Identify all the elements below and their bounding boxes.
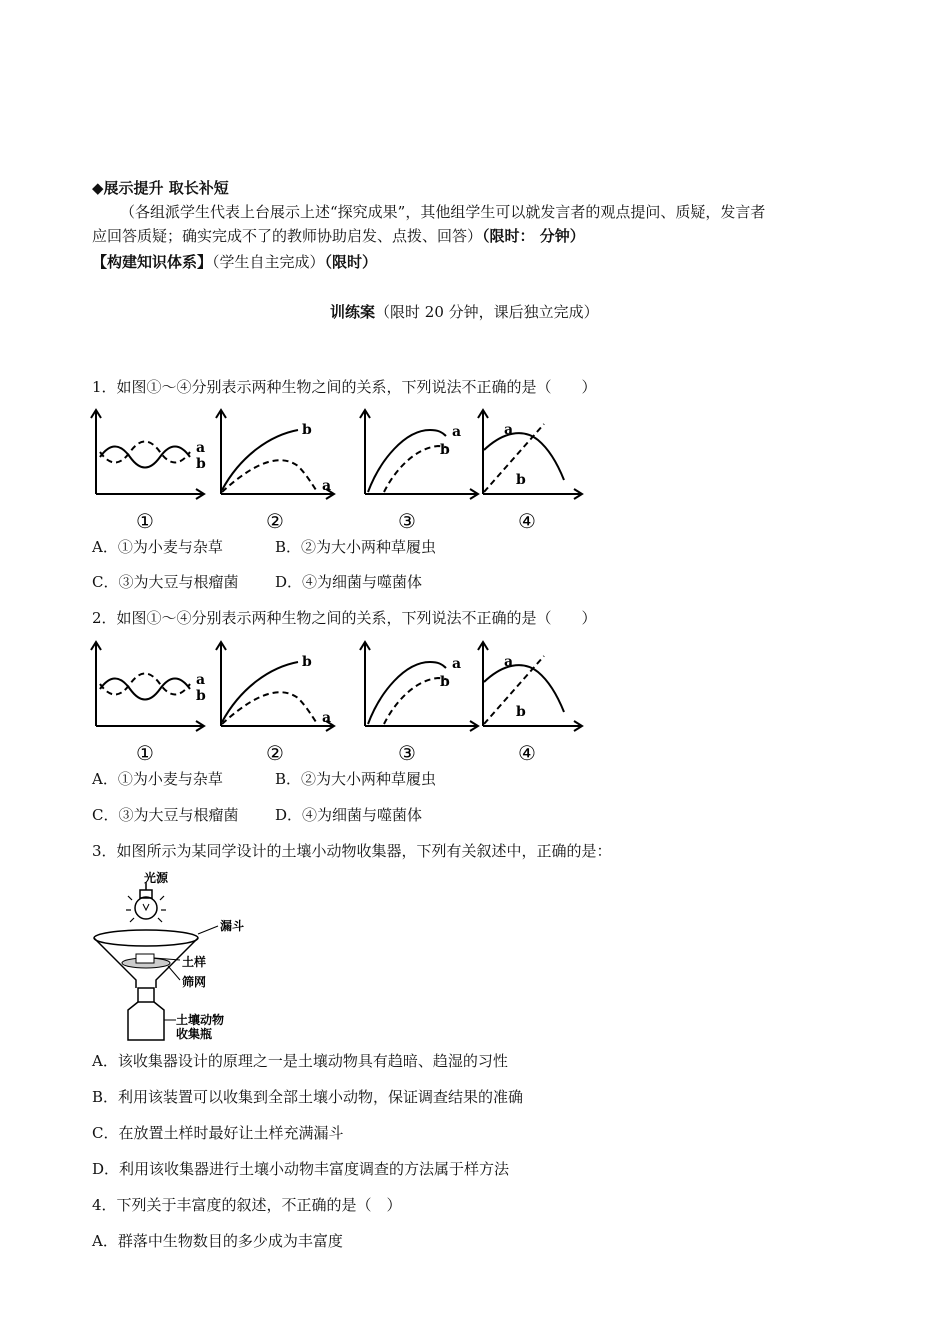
graph3-caption: ③ (398, 741, 416, 765)
show-paragraph-text: 应回答质疑；确实完成不了的教师协助启发、点拨、回答） (92, 227, 483, 245)
q2-option-d: D．④为细菌与噬菌体 (275, 806, 423, 824)
graph-2 (216, 410, 346, 533)
graph-4 (478, 410, 608, 533)
show-paragraph-line1: （各组派学生代表上台展示上述“探究成果”，其他组学生可以就发言者的观点提问、质疑，发言者 (120, 203, 766, 221)
graph1-label-a: a (196, 672, 206, 688)
q1-option-d: D．④为细菌与噬菌体 (275, 573, 423, 591)
label-bottle-line1: 土壤动物 (176, 1013, 225, 1027)
graph3-caption: ③ (398, 509, 416, 533)
graph1-label-a: a (196, 440, 206, 456)
q2-option-b: B．②为大小两种草履虫 (275, 770, 437, 788)
show-paragraph-line2 (92, 226, 585, 246)
label-light-source: 光源 (144, 871, 169, 885)
graph-3 (360, 410, 490, 533)
q3-option-d: D．利用该收集器进行土壤小动物丰富度调查的方法属于样方法 (92, 1160, 510, 1178)
graph1-caption: ① (136, 741, 154, 765)
graph-3 (360, 642, 490, 765)
q3-stem: 3．如图所示为某同学设计的土壤小动物收集器，下列有关叙述中，正确的是： (92, 842, 612, 860)
graph1-label-b: b (196, 688, 206, 704)
q3-option-b: B．利用该装置可以收集到全部土壤小动物，保证调查结果的准确 (92, 1088, 524, 1106)
graph3-label-a: a (452, 424, 462, 440)
graph3-label-b: b (440, 674, 450, 690)
graph2-caption: ② (266, 741, 284, 765)
collection-bottle-icon (128, 988, 164, 1040)
graph2-label-b: b (302, 422, 312, 438)
graph2-label-b: b (302, 654, 312, 670)
graph-2 (216, 642, 346, 765)
training-title-line (330, 302, 599, 322)
graph2-label-a: a (322, 710, 332, 726)
build-knowledge-line (92, 252, 377, 272)
q1-option-a: A．①为小麦与杂草 (92, 538, 223, 556)
q2-option-c: C．③为大豆与根瘤菌 (92, 806, 239, 824)
q4-option-a: A．群落中生物数目的多少成为丰富度 (92, 1232, 343, 1250)
graph2-label-a: a (322, 478, 332, 494)
graph4-label-b: b (516, 704, 526, 720)
show-time-limit: （限时： 分钟） (482, 227, 585, 245)
q1-option-c: C．③为大豆与根瘤菌 (92, 573, 239, 591)
graph3-label-b: b (440, 442, 450, 458)
q1-option-b: B．②为大小两种草履虫 (275, 538, 437, 556)
graph4-caption: ④ (518, 509, 536, 533)
graph-1 (88, 642, 218, 765)
build-knowledge-limit: （限时） (324, 253, 378, 271)
q2-option-a: A．①为小麦与杂草 (92, 770, 223, 788)
graph4-label-a: a (504, 422, 514, 438)
graph4-label-a: a (504, 654, 514, 670)
build-knowledge-text: （学生自主完成） (212, 253, 325, 271)
graph4-caption: ④ (518, 741, 536, 765)
light-bulb-icon (126, 882, 166, 922)
q4-stem: 4．下列关于丰富度的叙述，不正确的是（ ） (92, 1196, 402, 1214)
q3-option-a: A．该收集器设计的原理之一是土壤动物具有趋暗、趋湿的习性 (92, 1052, 508, 1070)
label-mesh: 筛网 (182, 975, 207, 989)
q3-option-c: C．在放置土样时最好让土样充满漏斗 (92, 1124, 344, 1142)
q2-graphs (88, 642, 588, 772)
label-soil-sample: 土样 (182, 955, 207, 969)
graph4-label-b: b (516, 472, 526, 488)
graph1-caption: ① (136, 509, 154, 533)
training-note: （限时 20 分钟，课后独立完成） (375, 303, 599, 321)
training-title: 训练案 (330, 303, 376, 321)
q1-stem: 1．如图①～④分别表示两种生物之间的关系，下列说法不正确的是（ ） (92, 378, 597, 396)
graph-4 (478, 642, 608, 765)
section-heading-show: ◆展示提升 取长补短 (92, 179, 229, 197)
graph-1 (88, 410, 218, 533)
label-bottle-line2: 收集瓶 (176, 1027, 213, 1041)
label-funnel: 漏斗 (220, 919, 245, 933)
graph2-caption: ② (266, 509, 284, 533)
build-knowledge-label: 【构建知识体系】 (92, 253, 213, 271)
soil-animal-collector-diagram (88, 870, 288, 1045)
q2-stem: 2．如图①～④分别表示两种生物之间的关系，下列说法不正确的是（ ） (92, 609, 597, 627)
q1-graphs (88, 410, 588, 540)
graph3-label-a: a (452, 656, 462, 672)
graph1-label-b: b (196, 456, 206, 472)
